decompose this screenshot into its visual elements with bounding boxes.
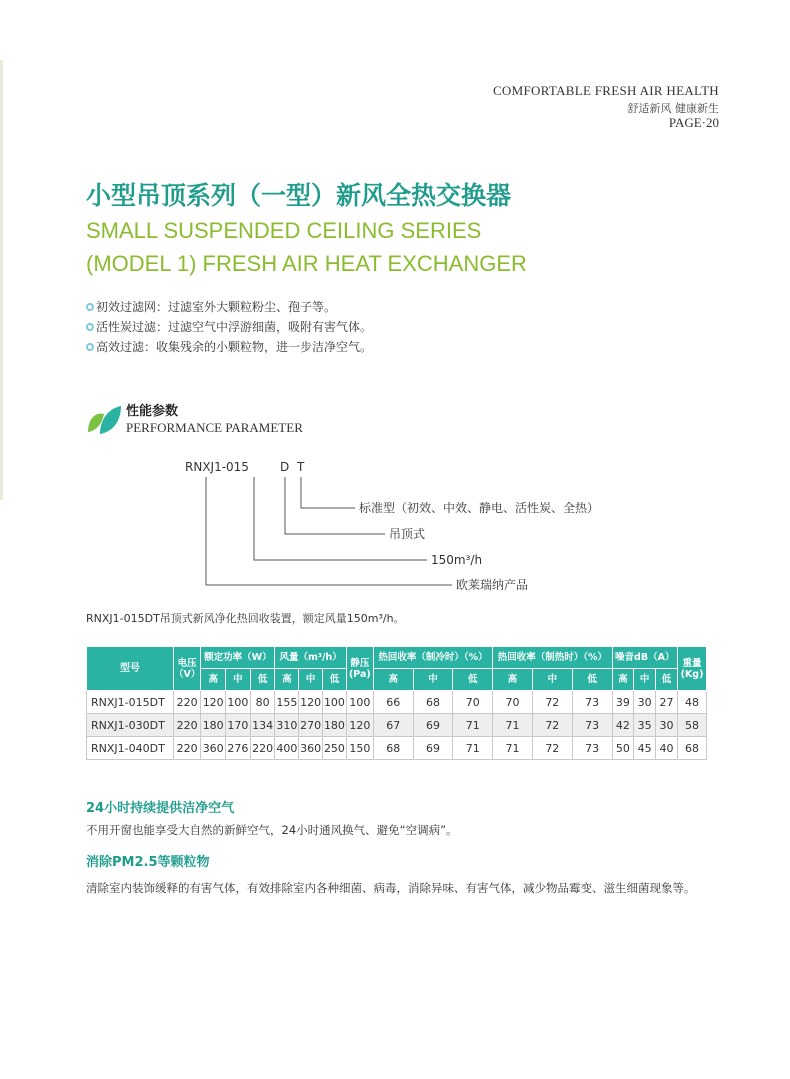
feature-text: 不用开窗也能享受大自然的新鲜空气，24小时通风换气、避免“空调病”。 [86,823,458,837]
leaf-icon [86,404,122,436]
value-cell: 180 [323,714,347,737]
value-cell: 150 [346,737,373,760]
col-heat-recovery-cooling: 热回收率（制冷时）（%） [373,647,492,669]
value-cell: 68 [413,691,453,714]
table-row [87,691,707,714]
model-code-base: RNXJ1-015 [185,460,249,474]
sub-header-cell: 中 [532,669,572,691]
sub-header-cell: 高 [275,669,299,691]
model-code-diagram [170,455,630,595]
value-cell: 73 [572,691,612,714]
value-cell: 70 [493,691,533,714]
model-code-label-standard: 标准型（初效、中效、静电、活性炭、全热） [359,501,600,515]
value-cell: 80 [250,691,275,714]
page-title-en-line2: (MODEL 1) FRESH AIR HEAT EXCHANGER [86,251,527,276]
value-cell: 67 [373,714,413,737]
bullet-circle-icon [86,303,94,311]
col-voltage: 电压（V） [174,647,201,691]
col-weight: 重量(Kg) [678,647,707,691]
value-cell: 100 [226,691,251,714]
sub-header-cell: 高 [373,669,413,691]
value-cell: 180 [201,714,226,737]
value-cell: 69 [413,737,453,760]
section-title-en: PERFORMANCE PARAMETER [126,420,303,435]
table-row [87,737,707,760]
value-cell: 120 [201,691,226,714]
sub-header-cell: 中 [413,669,453,691]
value-cell: 72 [532,691,572,714]
filter-bullets [86,297,372,357]
left-edge-rule [0,60,3,500]
model-code-label-airflow: 150m³/h [431,553,483,567]
value-cell: 400 [275,737,299,760]
value-cell: 220 [250,737,275,760]
value-cell: 360 [201,737,226,760]
sub-header-cell: 高 [493,669,533,691]
value-cell: 40 [656,737,678,760]
value-cell: 170 [226,714,251,737]
model-code-label-brand: 欧莱瑞纳产品 [456,578,529,592]
section-title-cn: 性能参数 [126,404,179,419]
value-cell: 58 [678,714,707,737]
value-cell: 100 [346,691,373,714]
feature-text: 清除室内装饰缓释的有害气体，有效排除室内各种细菌、病毒，消除异味、有害气体，减少物品霉变、滋生细菌现象等。 [86,881,696,895]
value-cell: 66 [373,691,413,714]
value-cell: 30 [634,691,656,714]
sub-header-cell: 低 [572,669,612,691]
value-cell: 100 [323,691,347,714]
value-cell: 120 [346,714,373,737]
sub-header-cell: 中 [634,669,656,691]
bullet-item: 活性炭过滤：过滤空气中浮游细菌，吸附有害气体。 [86,317,372,337]
col-heat-recovery-heating: 热回收率（制热时）（%） [493,647,612,669]
spec-table [86,646,707,760]
value-cell: 71 [493,714,533,737]
value-cell: 73 [572,714,612,737]
value-cell: 68 [373,737,413,760]
model-code-t: T [297,460,305,474]
feature-title: 24小时持续提供洁净空气 [86,801,235,816]
col-pressure: 静压(Pa) [346,647,373,691]
sub-header-cell: 高 [612,669,634,691]
header-slogan-cn: 舒适新风 健康新生 [627,102,719,115]
model-code-label-ceiling: 吊顶式 [389,527,426,541]
sub-header-cell: 中 [299,669,323,691]
value-cell: 70 [453,691,493,714]
feature-title: 消除PM2.5等颗粒物 [86,855,210,870]
value-cell: 27 [656,691,678,714]
value-cell: 50 [612,737,634,760]
value-cell: 39 [612,691,634,714]
model-cell: RNXJ1-040DT [87,737,174,760]
value-cell: 134 [250,714,275,737]
value-cell: 72 [532,737,572,760]
value-cell: 250 [323,737,347,760]
value-cell: 71 [453,714,493,737]
value-cell: 276 [226,737,251,760]
sub-header-cell: 高 [201,669,226,691]
value-cell: 155 [275,691,299,714]
col-model: 型号 [87,647,174,691]
bullet-item: 初效过滤网：过滤室外大颗粒粉尘、孢子等。 [86,297,372,317]
page-title-en-line1: SMALL SUSPENDED CEILING SERIES [86,218,482,243]
sub-header-cell: 低 [656,669,678,691]
value-cell: 73 [572,737,612,760]
model-code-d: D [280,460,290,474]
col-power: 额定功率（W） [201,647,275,669]
value-cell: 68 [678,737,707,760]
bullet-item: 高效过滤：收集残余的小颗粒物，进一步洁净空气。 [86,337,372,357]
value-cell: 35 [634,714,656,737]
value-cell: 220 [174,737,201,760]
header-slogan-en: COMFORTABLE FRESH AIR HEALTH [492,83,719,98]
value-cell: 30 [656,714,678,737]
bullet-circle-icon [86,343,94,351]
page-number: PAGE·20 [668,115,719,130]
col-airflow: 风量（m³/h） [275,647,346,669]
bullet-circle-icon [86,323,94,331]
value-cell: 42 [612,714,634,737]
value-cell: 270 [299,714,323,737]
sub-header-cell: 中 [226,669,251,691]
model-cell: RNXJ1-030DT [87,714,174,737]
sub-header-cell: 低 [453,669,493,691]
product-description: RNXJ1-015DT吊顶式新风净化热回收装置，额定风量150m³/h。 [86,612,405,625]
sub-header-cell: 低 [323,669,347,691]
value-cell: 45 [634,737,656,760]
value-cell: 71 [453,737,493,760]
value-cell: 48 [678,691,707,714]
table-row [87,714,707,737]
model-cell: RNXJ1-015DT [87,691,174,714]
value-cell: 360 [299,737,323,760]
value-cell: 71 [493,737,533,760]
value-cell: 220 [174,691,201,714]
sub-header-cell: 低 [250,669,275,691]
value-cell: 69 [413,714,453,737]
value-cell: 72 [532,714,572,737]
value-cell: 120 [299,691,323,714]
value-cell: 310 [275,714,299,737]
col-noise: 噪音dB（A） [612,647,678,669]
page-title-cn: 小型吊顶系列（一型）新风全热交换器 [86,181,512,210]
value-cell: 220 [174,714,201,737]
